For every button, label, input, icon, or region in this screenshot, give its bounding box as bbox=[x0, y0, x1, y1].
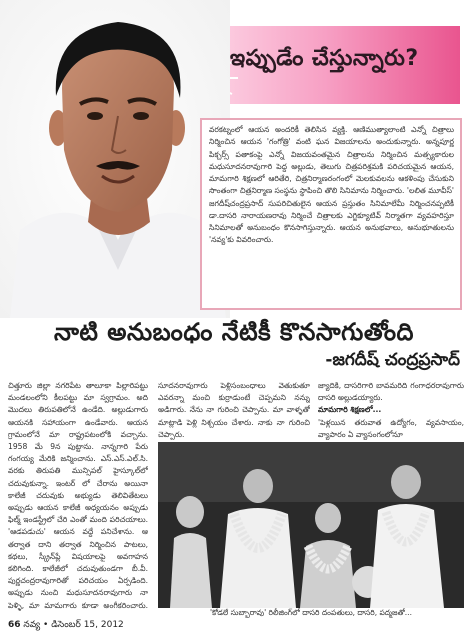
intro-text: వరకట్నంలో ఆయన అందరికీ తెలిసిన వ్యక్తి. ఆణిముత్యాలాంటి ఎన్నో చిత్రాలు నిర్మించిన ఆయన 'గంగోత్రి' వంటి ఘన విజయాలను అందుకున్నారు. అన్నపూర్ణ పిక్చర్స్ పతాకంపై ఎన్నో విజయవంతమైన చిత్రాలను నిర్మించిన మత్స్యకారుల మధుసూదనరావుగారి పెద్ద అల్లుడు, తెలుగు చిత్రపరిశ్రమకి పరిచయమైన ఆయన, మామగారి శిక్షణలో ఆరితేరి, చిత్రనిర్మాణరంగంలో మెలకువలను ఆకళింపు చేసుకుని సొంతంగా చిత్రనిర్మాణ సంస్థను స్థాపించి తొలి సినిమాను నిర్మించారు. 'లలిత మూవీస్' జగదీష్‌చంద్రప్రసాద్ సుపరిచితులైన ఆయన ప్రస్తుతం సినిమాలేమీ నిర్మించనప్పటికీ డా.దాసరి నారాయణరావు నిర్మించే చిత్రాలకు ఎగ్జిక్యూటివ్ నిర్మాతగా వ్యవహరిస్తూ సినిమాలతో అనుబంధం కొనసాగిస్తున్నారు. ఆయన అనుభవాలు, అనుభూతులను 'నవ్య'కు వివరించారు. bbox=[209, 125, 454, 245]
magazine-name: నవ్య bbox=[23, 620, 41, 630]
portrait-photo bbox=[0, 0, 230, 318]
page-number: 66 bbox=[8, 620, 21, 630]
column-3-text: 'పెళ్లయిన తరువాత ఉద్యోగం, వ్యవసాయం, వ్యాపారం ఏ వ్యాసంగంలోనూ bbox=[318, 417, 464, 439]
page-footer bbox=[8, 620, 464, 636]
banner-title: ఇప్పుడేం చేస్తున్నారు? bbox=[230, 46, 419, 71]
intro-box bbox=[200, 118, 462, 310]
issue-date: డిసెంబర్ 15, 2012 bbox=[51, 620, 124, 630]
separator: • bbox=[43, 620, 49, 630]
event-photo-illustration bbox=[158, 442, 464, 608]
column-3-lead: జ్యాదికి, దాసరిగారి బావమరిది గంగాధరరావుగారు దాసరి అల్లుడయ్యారు. bbox=[318, 381, 464, 403]
body-column-2: సూదనరావుగారు పెళ్లిసంబంధాలు వెతుకుతూ ఎవరన్నా మంచి కుర్రాడుంటే చెప్పమని నన్ను అడిగారు. నేను నా గురించి చెప్పాను. మా వాళ్ళతో మాట్లాడి పెళ్లి నిశ్చయం చేశారు. నాకు నా గురించి చెప్పారు. bbox=[158, 381, 310, 439]
article-byline: -జగదీష్ చంద్రప్రసాద్ bbox=[325, 350, 460, 370]
body-column-3 bbox=[318, 380, 464, 442]
event-photo bbox=[158, 442, 464, 608]
column-3-subheading: మామగారి శిక్షణలో... bbox=[318, 405, 382, 415]
article-headline: నాటి అనుబంధం నేటికీ కొనసాగుతోంది bbox=[53, 318, 414, 346]
photo-caption: 'కోడలే సుబ్బారావు' రిలీజింగ్‌లో దాసరి దంపతులు, దాసరి, పద్మజతో... bbox=[210, 608, 412, 617]
body-column-1: చిత్తూరు జిల్లా నగరిపేట తాలూకా పిల్లారిపట్టు మండలంలోని కీలపట్టు మా స్వగ్రామం. అది మొదలు తిరుపతిలోనే ఉండేది. అల్లుడుగారు ఆయనకి సహాయంగా ఉండేవారు. ఆయన గ్రామంలోనే మా రాష్ట్రపటంలోకి వచ్చాను. 1958 మే 9న పుట్టాను. నాన్నగారి పేరు గంగయ్య మేరికి జన్మించాను. ఎస్.ఎస్.ఎల్.సి. వరకు తిరుపతి మున్సిపల్ హైస్కూల్‌లో చదువుకున్నా. ఇంటర్ లో చేరాను అయినా కాలేజీ చదువుకు అభ్యుడు తెలివితేటలు అప్పుడు ఆయన కాలేజీ అధ్యయనం అప్పుడు ఫిల్మ్ ఇండస్ట్రీలో చేరి ఎంతో మంది పరిచయాలు. 'ఆడపడుచు' ఆయన వద్దే పనిచేశాను. ఆ తర్వాత దాని తర్వాత నిర్మించిన పాటలు, కథలు, స్క్రీన్‌ప్లే విషయాలపై అవగాహన కలిగింది. కాలేజీలో చదువుతుండగా బీ.వీ. పుర్ణచంద్రరావుగారితో పరిచయం ఏర్పడింది. అప్పుడు నుంచి మధుసూదనరావుగారు నా పెళ్ళి, మా మామగారు కూడా అంగీకరించారు. bbox=[8, 381, 148, 610]
portrait-illustration bbox=[0, 0, 230, 318]
